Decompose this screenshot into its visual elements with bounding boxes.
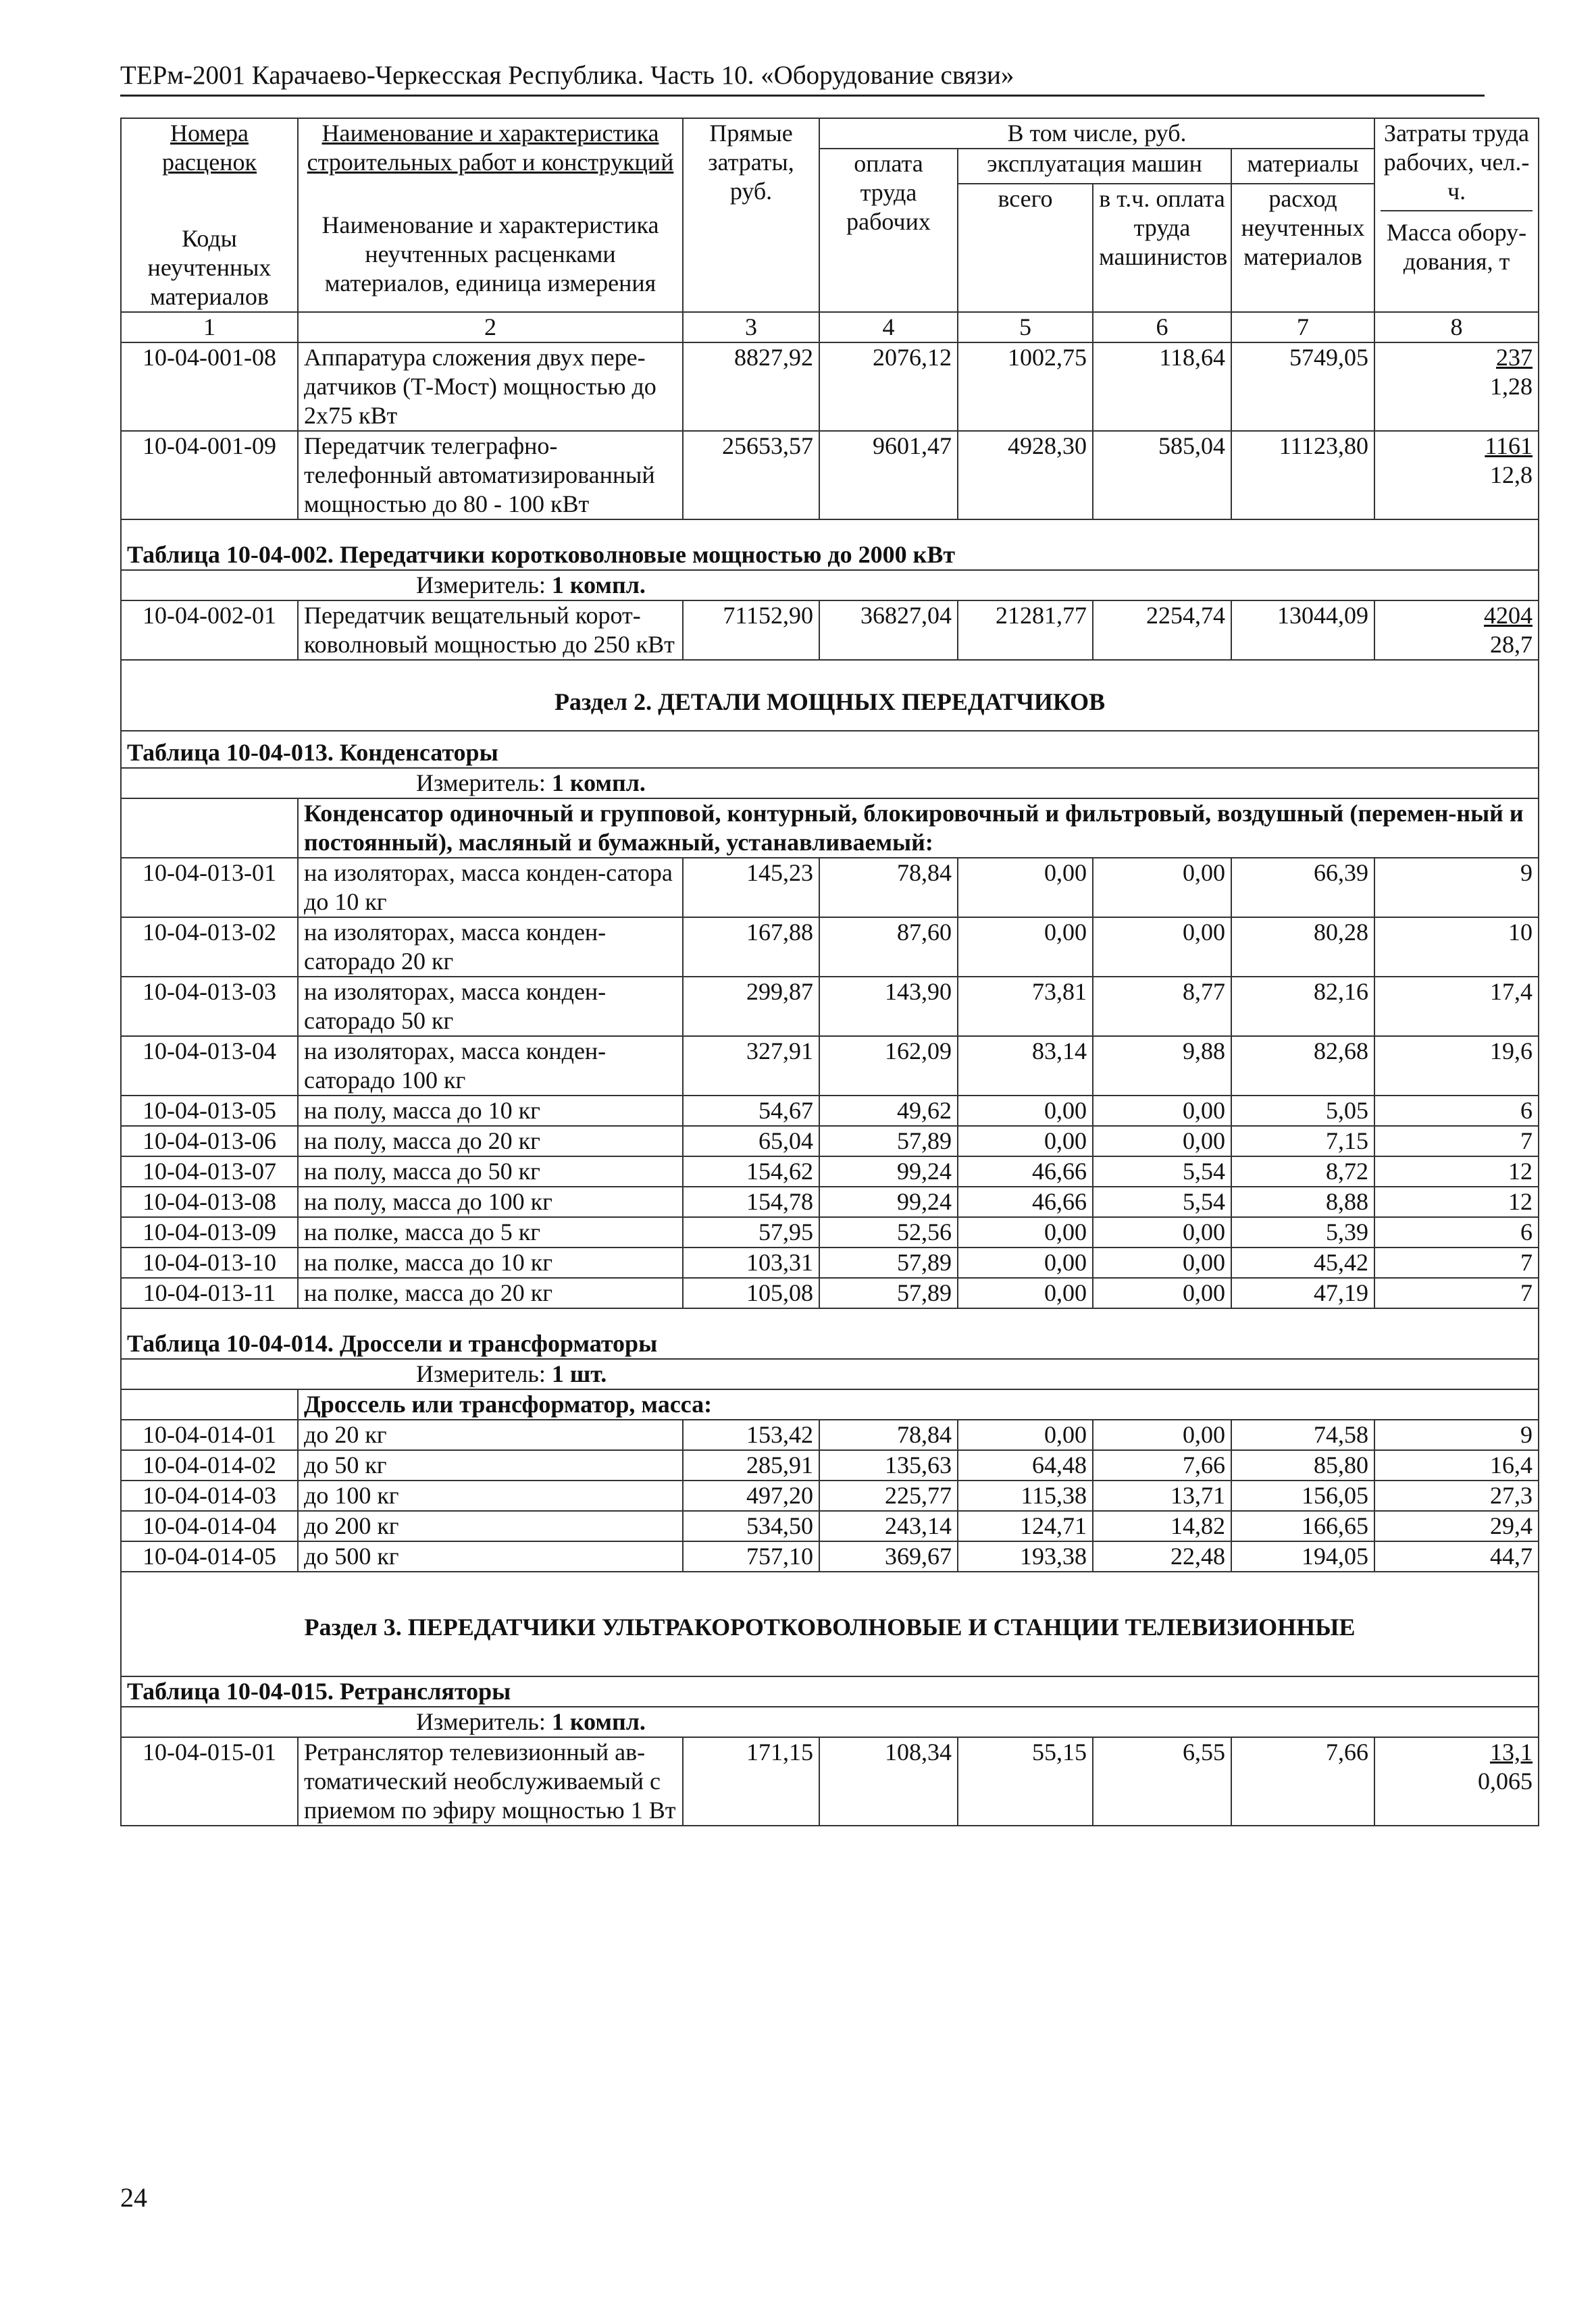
cell-labor: 17,4 — [1374, 977, 1539, 1036]
cell-labor: 27,3 — [1374, 1481, 1539, 1511]
cell-mach: 0,00 — [958, 1217, 1093, 1248]
cell-mach: 193,38 — [958, 1541, 1093, 1572]
unit-015: Измеритель: 1 компл. — [121, 1707, 1539, 1737]
cell-direct: 145,23 — [683, 858, 819, 917]
cell-name: на полке, масса до 10 кг — [298, 1248, 683, 1278]
cell-wage: 57,89 — [819, 1278, 958, 1308]
cell-labor: 29,4 — [1374, 1511, 1539, 1541]
cell-wage: 78,84 — [819, 1420, 958, 1450]
column-header-row — [121, 118, 1539, 149]
cell-code: 10-04-013-09 — [121, 1217, 298, 1248]
cell-name: до 500 кг — [298, 1541, 683, 1572]
cell-name: на изоляторах, масса конден-сатора до 10 кг — [298, 858, 683, 917]
cell-mach-wage: 0,00 — [1093, 1420, 1231, 1450]
cell-labor: 6 — [1374, 1217, 1539, 1248]
cell-mach: 73,81 — [958, 977, 1093, 1036]
cell-direct: 497,20 — [683, 1481, 819, 1511]
table-row — [121, 1096, 1539, 1126]
cell-mat: 156,05 — [1231, 1481, 1374, 1511]
section-title-2: Раздел 2. ДЕТАЛИ МОЩНЫХ ПЕРЕДАТЧИКОВ — [121, 660, 1539, 731]
cell-labor: 10 — [1374, 917, 1539, 977]
cell-labor: 7 — [1374, 1126, 1539, 1156]
cell-wage: 57,89 — [819, 1248, 958, 1278]
cell-name: до 100 кг — [298, 1481, 683, 1511]
cell-direct: 327,91 — [683, 1036, 819, 1096]
cell-labor: 9 — [1374, 1420, 1539, 1450]
cell-mach: 83,14 — [958, 1036, 1093, 1096]
cell-name: на полу, масса до 10 кг — [298, 1096, 683, 1126]
cell-name: до 20 кг — [298, 1420, 683, 1450]
cell-code: 10-04-013-08 — [121, 1187, 298, 1217]
cell-wage: 49,62 — [819, 1096, 958, 1126]
cell-direct: 757,10 — [683, 1541, 819, 1572]
cell-mat: 47,19 — [1231, 1278, 1374, 1308]
group-heading-014: Дроссель или трансформатор, масса: — [298, 1389, 1539, 1420]
cell-direct: 103,31 — [683, 1248, 819, 1278]
cell-mach: 46,66 — [958, 1187, 1093, 1217]
table-title-015: Таблица 10-04-015. Ретрансляторы — [121, 1676, 1539, 1707]
cell-mach-wage: 5,54 — [1093, 1156, 1231, 1187]
cell-wage: 87,60 — [819, 917, 958, 977]
cell-mach: 0,00 — [958, 858, 1093, 917]
cell-code: 10-04-014-01 — [121, 1420, 298, 1450]
cell-code: 10-04-014-04 — [121, 1511, 298, 1541]
cell-direct: 65,04 — [683, 1126, 819, 1156]
cell-direct: 534,50 — [683, 1511, 819, 1541]
cell-direct: 154,78 — [683, 1187, 819, 1217]
cell-labor: 7 — [1374, 1248, 1539, 1278]
cell-mat: 74,58 — [1231, 1420, 1374, 1450]
cell-mach: 124,71 — [958, 1511, 1093, 1541]
header-materials: материалы — [1231, 149, 1374, 184]
cell-mat: 8,88 — [1231, 1187, 1374, 1217]
cell-code: 10-04-013-06 — [121, 1126, 298, 1156]
cell-code: 10-04-013-10 — [121, 1248, 298, 1278]
cell-mach: 0,00 — [958, 1248, 1093, 1278]
cell-direct: 285,91 — [683, 1450, 819, 1481]
table-row — [121, 1278, 1539, 1308]
cell-labor: 16,4 — [1374, 1450, 1539, 1481]
cell-direct: 57,95 — [683, 1217, 819, 1248]
cell-mat: 5,05 — [1231, 1096, 1374, 1126]
cell-mat: 80,28 — [1231, 917, 1374, 977]
table-row — [121, 1036, 1539, 1096]
cell-direct: 153,42 — [683, 1420, 819, 1450]
cell-mat: 45,42 — [1231, 1248, 1374, 1278]
cell-name: до 200 кг — [298, 1511, 683, 1541]
cell-mach-wage: 5,54 — [1093, 1187, 1231, 1217]
cell-direct: 299,87 — [683, 977, 819, 1036]
cell-name: на полке, масса до 20 кг — [298, 1278, 683, 1308]
table-row: 10-04-001-09 Передатчик телеграфно-телефонный автоматизированный мощностью до 80 - 100 кВт 25653,57 9601,47 4928,30 585,04 11123,80 1161 12,8 — [121, 431, 1539, 519]
table-row — [121, 1126, 1539, 1156]
cell-direct: 167,88 — [683, 917, 819, 977]
cell-labor: 7 — [1374, 1278, 1539, 1308]
cell-mach: 46,66 — [958, 1156, 1093, 1187]
cell-labor: 12 — [1374, 1156, 1539, 1187]
table-title-013: Таблица 10-04-013. Конденсаторы — [121, 731, 1539, 768]
cell-direct: 105,08 — [683, 1278, 819, 1308]
cell-name: на полу, масса до 50 кг — [298, 1156, 683, 1187]
unit-013: Измеритель: 1 компл. — [121, 768, 1539, 798]
cell-mach: 0,00 — [958, 917, 1093, 977]
rates-table — [120, 118, 1539, 1826]
cell-mach-wage: 0,00 — [1093, 1126, 1231, 1156]
cell-mach-wage: 0,00 — [1093, 917, 1231, 977]
page-number: 24 — [120, 2182, 147, 2213]
cell-mach-wage: 0,00 — [1093, 1248, 1231, 1278]
table-row — [121, 977, 1539, 1036]
cell-mat: 8,72 — [1231, 1156, 1374, 1187]
cell-mat: 166,65 — [1231, 1511, 1374, 1541]
table-row — [121, 1481, 1539, 1511]
header-names: Наименование и характеристика строительных работ и конструкций Наименование и характеристика неучтенных расценками материалов, единица измерения — [298, 118, 683, 312]
cell-code: 10-04-013-03 — [121, 977, 298, 1036]
cell-code: 10-04-014-05 — [121, 1541, 298, 1572]
cell-mach-wage: 7,66 — [1093, 1450, 1231, 1481]
table-row — [121, 858, 1539, 917]
cell-mach: 0,00 — [958, 1420, 1093, 1450]
cell-wage: 369,67 — [819, 1541, 958, 1572]
cell-wage: 99,24 — [819, 1156, 958, 1187]
table-row — [121, 1187, 1539, 1217]
cell-mach: 64,48 — [958, 1450, 1093, 1481]
cell-wage: 99,24 — [819, 1187, 958, 1217]
cell-code: 10-04-013-07 — [121, 1156, 298, 1187]
cell-mat: 85,80 — [1231, 1450, 1374, 1481]
cell-mach: 0,00 — [958, 1126, 1093, 1156]
cell-wage: 78,84 — [819, 858, 958, 917]
unit-002: Измеритель: 1 компл. — [121, 570, 1539, 600]
unit-014: Измеритель: 1 шт. — [121, 1359, 1539, 1389]
cell-wage: 52,56 — [819, 1217, 958, 1248]
cell-direct: 54,67 — [683, 1096, 819, 1126]
cell-code: 10-04-014-02 — [121, 1450, 298, 1481]
cell-labor: 6 — [1374, 1096, 1539, 1126]
table-row — [121, 1420, 1539, 1450]
header-labor-mass: Затраты труда рабочих, чел.-ч. Масса обору-дования, т — [1374, 118, 1539, 312]
cell-labor: 12 — [1374, 1187, 1539, 1217]
header-machines-total: всего — [958, 184, 1093, 312]
cell-code: 10-04-014-03 — [121, 1481, 298, 1511]
cell-wage: 225,77 — [819, 1481, 958, 1511]
cell-name: на полу, масса до 20 кг — [298, 1126, 683, 1156]
cell-mach-wage: 14,82 — [1093, 1511, 1231, 1541]
table-row — [121, 1511, 1539, 1541]
table-row — [121, 1156, 1539, 1187]
table-014-body — [121, 1420, 1539, 1572]
cell-wage: 143,90 — [819, 977, 958, 1036]
cell-code: 10-04-013-11 — [121, 1278, 298, 1308]
header-machinist-wage: в т.ч. оплата труда машинистов — [1093, 184, 1231, 312]
header-codes: Номера расценок Коды неучтенных материалов — [121, 118, 298, 312]
cell-mat: 194,05 — [1231, 1541, 1374, 1572]
cell-direct: 154,62 — [683, 1156, 819, 1187]
cell-name: на изоляторах, масса конден-саторадо 50 кг — [298, 977, 683, 1036]
header-unaccounted-materials: расход неучтенных материалов — [1231, 184, 1374, 312]
cell-labor: 44,7 — [1374, 1541, 1539, 1572]
cell-labor: 9 — [1374, 858, 1539, 917]
cell-mat: 82,68 — [1231, 1036, 1374, 1096]
column-number-row: 1 2 3 4 5 6 7 8 — [121, 312, 1539, 342]
cell-mach: 0,00 — [958, 1278, 1093, 1308]
cell-name: на полу, масса до 100 кг — [298, 1187, 683, 1217]
cell-name: на изоляторах, масса конден-саторадо 20 кг — [298, 917, 683, 977]
cell-mach-wage: 13,71 — [1093, 1481, 1231, 1511]
cell-mat: 5,39 — [1231, 1217, 1374, 1248]
cell-code: 10-04-013-02 — [121, 917, 298, 977]
header-direct-costs: Прямые затраты, руб. — [683, 118, 819, 312]
cell-mat: 66,39 — [1231, 858, 1374, 917]
table-row — [121, 1450, 1539, 1481]
cell-mach-wage: 0,00 — [1093, 1278, 1231, 1308]
cell-mach-wage: 9,88 — [1093, 1036, 1231, 1096]
cell-mach: 115,38 — [958, 1481, 1093, 1511]
cell-name: на полке, масса до 5 кг — [298, 1217, 683, 1248]
header-including: В том числе, руб. — [819, 118, 1374, 149]
table-title-002: Таблица 10-04-002. Передатчики коротковолновые мощностью до 2000 кВт — [121, 519, 1539, 570]
cell-code: 10-04-013-05 — [121, 1096, 298, 1126]
page-header: ТЕРм-2001 Карачаево-Черкесская Республика. Часть 10. «Оборудование связи» — [120, 57, 1485, 97]
table-title-014: Таблица 10-04-014. Дроссели и трансформаторы — [121, 1308, 1539, 1359]
cell-mach-wage: 0,00 — [1093, 1217, 1231, 1248]
cell-code: 10-04-013-01 — [121, 858, 298, 917]
table-row: 10-04-002-01 Передатчик вещательный корот-коволновый мощностью до 250 кВт 71152,90 36827,04 21281,77 2254,74 13044,09 4204 28,7 — [121, 600, 1539, 660]
table-row: 10-04-001-08 Аппаратура сложения двух пере-датчиков (Т-Мост) мощностью до 2х75 кВт 8827,92 2076,12 1002,75 118,64 5749,05 237 1,28 — [121, 342, 1539, 431]
table-013-body — [121, 858, 1539, 1308]
cell-wage: 162,09 — [819, 1036, 958, 1096]
table-row: 10-04-015-01 Ретранслятор телевизионный ав-томатический необслуживаемый с приемом по эфиру мощностью 1 Вт 171,15 108,34 55,15 6,55 7,66 13,1 0,065 — [121, 1737, 1539, 1826]
table-row — [121, 1248, 1539, 1278]
group-heading-013: Конденсатор одиночный и групповой, контурный, блокировочный и фильтровый, воздушный (перемен-ный и постоянный), масляный и бумажный, устанавливаемый: — [298, 798, 1539, 858]
cell-mat: 7,15 — [1231, 1126, 1374, 1156]
table-row — [121, 1541, 1539, 1572]
cell-mach-wage: 22,48 — [1093, 1541, 1231, 1572]
section-title-3: Раздел 3. ПЕРЕДАТЧИКИ УЛЬТРАКОРОТКОВОЛНОВЫЕ И СТАНЦИИ ТЕЛЕВИЗИОННЫЕ — [121, 1572, 1539, 1676]
cell-mach-wage: 8,77 — [1093, 977, 1231, 1036]
cell-labor: 19,6 — [1374, 1036, 1539, 1096]
cell-name: на изоляторах, масса конден-саторадо 100 кг — [298, 1036, 683, 1096]
cell-wage: 135,63 — [819, 1450, 958, 1481]
header-machines: эксплуатация машин — [958, 149, 1231, 184]
cell-mach-wage: 0,00 — [1093, 858, 1231, 917]
table-row — [121, 1217, 1539, 1248]
cell-code: 10-04-013-04 — [121, 1036, 298, 1096]
cell-mat: 82,16 — [1231, 977, 1374, 1036]
table-row — [121, 917, 1539, 977]
cell-wage: 243,14 — [819, 1511, 958, 1541]
cell-mach: 0,00 — [958, 1096, 1093, 1126]
header-wage: оплата труда рабочих — [819, 149, 958, 312]
cell-wage: 57,89 — [819, 1126, 958, 1156]
cell-name: до 50 кг — [298, 1450, 683, 1481]
cell-mach-wage: 0,00 — [1093, 1096, 1231, 1126]
